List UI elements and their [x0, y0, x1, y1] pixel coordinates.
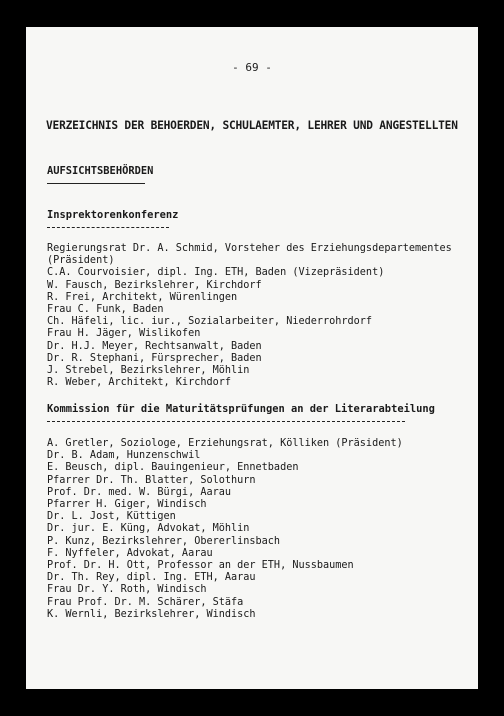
member-entry: Prof. Dr. med. W. Bürgi, Aarau	[47, 486, 232, 498]
member-entry: K. Wernli, Bezirkslehrer, Windisch	[47, 608, 256, 620]
member-entry: Pfarrer H. Giger, Windisch	[47, 499, 207, 511]
member-entry: R. Weber, Architekt, Kirchdorf	[47, 377, 232, 389]
member-entry: Pfarrer Dr. Th. Blatter, Solothurn	[47, 474, 256, 486]
member-entry: Dr. B. Adam, Hunzenschwil	[47, 450, 201, 462]
member-entry: C.A. Courvoisier, dipl. Ing. ETH, Baden (Vizepräsident)	[47, 267, 385, 279]
member-entry: W. Fausch, Bezirkslehrer, Kirchdorf	[47, 279, 262, 291]
member-entry: P. Kunz, Bezirkslehrer, Obererlinsbach	[47, 535, 281, 547]
kommission-member-list	[47, 438, 403, 621]
inspektorenkonferenz-member-list	[47, 243, 452, 389]
member-entry: Dr. Th. Rey, dipl. Ing. ETH, Aarau	[47, 572, 256, 584]
section-heading: AUFSICHTSBEHÖRDEN	[47, 165, 154, 177]
member-entry: Dr. jur. E. Küng, Advokat, Möhlin	[47, 523, 250, 535]
inspektorenkonferenz-underline	[47, 227, 169, 228]
member-entry: J. Strebel, Bezirkslehrer, Möhlin	[47, 365, 250, 377]
inspektorenkonferenz-heading: Insprektorenkonferenz	[47, 209, 179, 221]
member-entry: Regierungsrat Dr. A. Schmid, Vorsteher des Erziehungsdepartementes	[47, 243, 452, 254]
member-entry: A. Gretler, Soziologe, Erziehungsrat, Kölliken (Präsident)	[47, 438, 403, 449]
kommission-underline	[47, 421, 405, 422]
member-entry: (Präsident)	[47, 255, 115, 267]
member-entry: Dr. H.J. Meyer, Rechtsanwalt, Baden	[47, 340, 262, 352]
member-entry: F. Nyffeler, Advokat, Aarau	[47, 547, 213, 559]
member-entry: Frau Dr. Y. Roth, Windisch	[47, 584, 207, 596]
page-number: - 69 -	[232, 61, 272, 74]
member-entry: Frau C. Funk, Baden	[47, 304, 164, 316]
kommission-heading: Kommission für die Maturitätsprüfungen an der Literarabteilung	[47, 403, 435, 415]
member-entry: Frau H. Jäger, Wislikofen	[47, 328, 201, 340]
member-entry: E. Beusch, dipl. Bauingenieur, Ennetbaden	[47, 462, 299, 474]
document-title: VERZEICHNIS DER BEHOERDEN, SCHULAEMTER, LEHRER UND ANGESTELLTEN	[46, 119, 458, 132]
member-entry: Prof. Dr. H. Ott, Professor an der ETH, Nussbaumen	[47, 560, 354, 572]
member-entry: Frau Prof. Dr. M. Schärer, Stäfa	[47, 596, 244, 608]
member-entry: Dr. R. Stephani, Fürsprecher, Baden	[47, 352, 262, 364]
member-entry: Dr. L. Jost, Küttigen	[47, 511, 176, 523]
document-page	[26, 27, 478, 689]
section-underline	[47, 183, 145, 184]
member-entry: R. Frei, Architekt, Würenlingen	[47, 291, 238, 303]
member-entry: Ch. Häfeli, lic. iur., Sozialarbeiter, Niederrohrdorf	[47, 316, 373, 328]
